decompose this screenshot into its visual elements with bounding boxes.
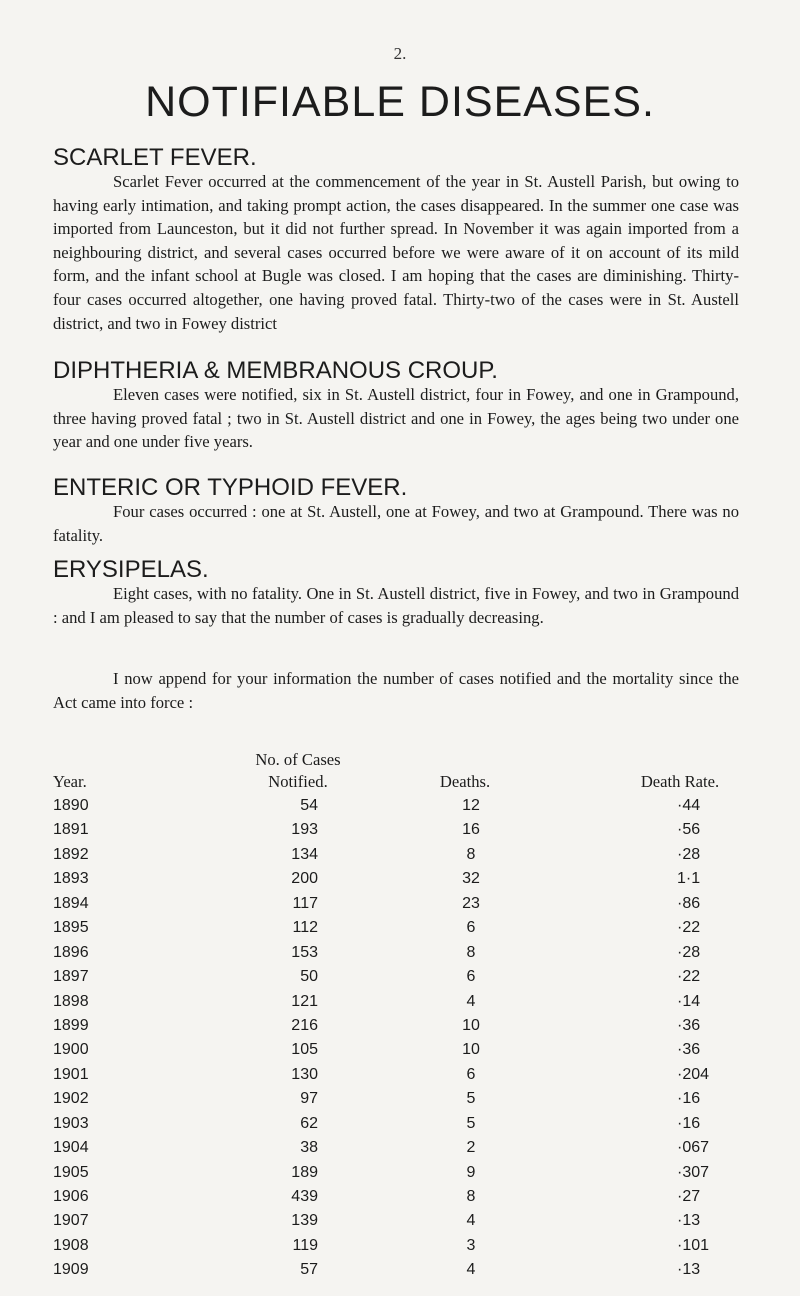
table-row: [53, 1164, 753, 1188]
cell-deaths: 5: [466, 1114, 476, 1132]
cell-year: 1906: [53, 1188, 89, 1205]
cell-year: 1901: [53, 1065, 89, 1083]
cell-year: 1905: [53, 1163, 89, 1181]
cell-death-rate: ·22: [677, 919, 701, 937]
cell-year: 1893: [53, 870, 89, 888]
cell-notified: 121: [291, 992, 318, 1010]
cell-year: 1902: [53, 1090, 89, 1108]
cell-year: 1899: [53, 1016, 89, 1034]
table-row: [53, 1139, 753, 1163]
cell-deaths: 23: [462, 894, 480, 912]
table-row: [53, 870, 753, 894]
cell-notified: 54: [300, 797, 318, 814]
cell-deaths: 8: [466, 845, 476, 863]
cell-year: 1892: [53, 845, 89, 863]
cell-death-rate: 1·1: [677, 870, 701, 888]
cell-deaths: 6: [466, 968, 476, 986]
cell-year: 1904: [53, 1139, 89, 1157]
table-row: [53, 1237, 753, 1261]
cell-deaths: 6: [466, 1065, 476, 1083]
cell-year: 1890: [53, 797, 89, 814]
cell-notified: 216: [291, 1016, 318, 1034]
cell-notified: 130: [291, 1065, 318, 1083]
header-year: Year.: [53, 772, 87, 791]
cell-death-rate: ·14: [677, 992, 701, 1010]
paragraph-erysipelas: Eight cases, with no fatality. One in St. Austell district, five in Fowey, and two in Grampound : and I am pleased to say that the number of cases is gradually decreasing.: [53, 584, 739, 627]
cell-year: 1897: [53, 968, 89, 986]
cell-deaths: 5: [466, 1090, 476, 1108]
cell-deaths: 32: [462, 870, 480, 888]
heading-diphtheria: DIPHTHERIA & MEMBRANOUS CROUP.: [53, 357, 498, 384]
cell-death-rate: ·13: [677, 1212, 701, 1230]
cell-death-rate: ·28: [677, 943, 701, 961]
heading-scarlet-fever: SCARLET FEVER.: [53, 144, 257, 171]
heading-erysipelas: ERYSIPELAS.: [53, 556, 209, 583]
header-notified: Notified.: [268, 772, 328, 791]
cell-year: 1894: [53, 894, 89, 912]
cell-death-rate: ·204: [677, 1065, 710, 1083]
table-row: [53, 968, 753, 992]
cell-year: 1900: [53, 1041, 89, 1059]
table-row: [53, 1090, 753, 1114]
table-row: [53, 993, 753, 1017]
table-row: [53, 1066, 753, 1090]
page-title: NOTIFIABLE DISEASES.: [145, 78, 655, 126]
cell-deaths: 4: [466, 1261, 476, 1279]
cell-year: 1898: [53, 992, 89, 1010]
table-row: [53, 944, 753, 968]
paragraph-scarlet-fever: Scarlet Fever occurred at the commencement of the year in St. Austell Parish, but owing to having early intimation, and taking prompt action, the cases disappeared. In the summer one case was imported from Launceston, but it did not further spread. In November it was again imported from a neighbouring district, and several cases occurred before we were aware of it on account of its mild form, and the infant school at Bugle was closed. I am hoping that the cases are diminishing. Thirty-four cases occurred altogether, one having proved fatal. Thirty-two of the cases were in St. Austell district, and two in Fowey district: [53, 172, 739, 333]
table-row: [53, 846, 753, 870]
cell-deaths: 2: [466, 1139, 476, 1157]
cell-death-rate: ·067: [677, 1139, 710, 1157]
cell-death-rate: ·36: [677, 1016, 701, 1034]
cell-notified: 200: [291, 870, 318, 888]
paragraph-append: I now append for your information the number of cases notified and the mortality since the Act came into force :: [53, 669, 739, 712]
cell-notified: 62: [300, 1114, 318, 1132]
paragraph-diphtheria: Eleven cases were notified, six in St. Austell district, four in Fowey, and one in Grampound, three having proved fatal ; two in St. Austell district and one in Fowey, the ages being two under one year and one under five years.: [53, 385, 739, 452]
cell-year: 1908: [53, 1236, 89, 1254]
cell-deaths: 12: [462, 797, 480, 814]
cell-death-rate: ·28: [677, 845, 701, 863]
cell-deaths: 10: [462, 1016, 480, 1034]
table-row: [53, 1041, 753, 1065]
table-row: [53, 1188, 753, 1212]
cell-year: 1903: [53, 1114, 89, 1132]
page-number: 2.: [393, 44, 407, 63]
cell-deaths: 8: [466, 1188, 476, 1205]
cell-deaths: 4: [466, 1212, 476, 1230]
cell-deaths: 10: [462, 1041, 480, 1059]
cell-year: 1909: [53, 1261, 89, 1279]
table-row: [53, 1115, 753, 1139]
table-row: [53, 1261, 753, 1285]
cell-death-rate: ·16: [677, 1090, 701, 1108]
cell-death-rate: ·16: [677, 1114, 701, 1132]
cell-deaths: 3: [466, 1236, 476, 1254]
cell-death-rate: ·36: [677, 1041, 701, 1059]
cell-notified: 189: [291, 1163, 318, 1181]
cell-notified: 57: [300, 1261, 318, 1279]
paragraph-enteric-fever: Four cases occurred : one at St. Austell, one at Fowey, and two at Grampound. There was no fatality.: [53, 502, 739, 545]
cell-year: 1891: [53, 821, 89, 839]
table-row: [53, 1017, 753, 1041]
table-row: [53, 797, 753, 821]
cell-year: 1896: [53, 943, 89, 961]
table-row: [53, 895, 753, 919]
header-deaths: Deaths.: [439, 772, 491, 791]
cell-deaths: 8: [466, 943, 476, 961]
cell-notified: 439: [291, 1188, 318, 1205]
cell-notified: 38: [300, 1139, 318, 1157]
heading-enteric-fever: ENTERIC OR TYPHOID FEVER.: [53, 474, 408, 501]
cell-notified: 134: [291, 845, 318, 863]
cell-notified: 97: [300, 1090, 318, 1108]
table-row: [53, 1212, 753, 1236]
cell-death-rate: ·56: [677, 821, 701, 839]
cell-notified: 153: [291, 943, 318, 961]
cell-death-rate: ·307: [677, 1163, 710, 1181]
header-death-rate: Death Rate.: [640, 772, 720, 791]
cell-deaths: 6: [466, 919, 476, 937]
header-no-of-cases: No. of Cases: [255, 750, 341, 769]
cell-notified: 119: [292, 1236, 318, 1254]
cell-notified: 112: [292, 919, 318, 937]
cell-notified: 139: [291, 1212, 318, 1230]
cell-death-rate: ·44: [677, 797, 701, 814]
cell-notified: 193: [291, 821, 318, 839]
cell-death-rate: ·27: [677, 1188, 701, 1205]
cell-deaths: 4: [466, 992, 476, 1010]
cell-deaths: 9: [466, 1163, 476, 1181]
cell-death-rate: ·13: [677, 1261, 701, 1279]
cell-notified: 50: [300, 968, 318, 986]
cell-notified: 105: [291, 1041, 318, 1059]
cell-death-rate: ·86: [677, 894, 701, 912]
cell-year: 1907: [53, 1212, 89, 1230]
table-body: [53, 797, 753, 1286]
cell-death-rate: ·101: [677, 1236, 710, 1254]
table-row: [53, 821, 753, 845]
cell-deaths: 16: [462, 821, 480, 839]
cell-death-rate: ·22: [677, 968, 701, 986]
cell-notified: 117: [292, 894, 318, 912]
cell-year: 1895: [53, 919, 89, 937]
table-row: [53, 919, 753, 943]
